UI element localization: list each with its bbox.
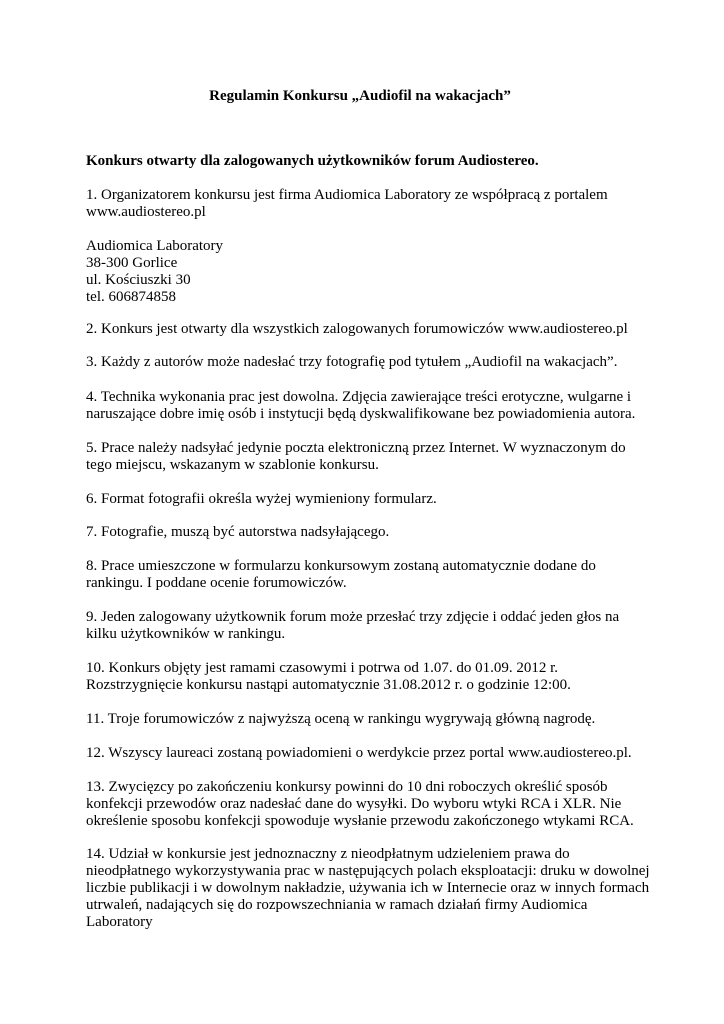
- paragraph-line: naruszające dobre imię osób i instytucji będą dyskwalifikowane bez powiadomienia autora.: [86, 406, 636, 422]
- paragraph-3: [86, 354, 617, 371]
- paragraph-line: www.audiostereo.pl: [86, 204, 206, 220]
- address-postal-city: 38-300 Gorlice: [86, 255, 178, 271]
- paragraph-11: [86, 711, 595, 728]
- paragraph-line: 9. Jeden zalogowany użytkownik forum może przesłać trzy zdjęcie i oddać jeden głos na: [86, 609, 620, 625]
- paragraph-8: [86, 558, 596, 592]
- paragraph-2: [86, 321, 628, 338]
- paragraph-line: 11. Troje forumowiczów z najwyższą oceną w rankingu wygrywają główną nagrodę.: [86, 711, 596, 727]
- document-subtitle: Konkurs otwarty dla zalogowanych użytkowników forum Audiostereo.: [86, 153, 539, 169]
- paragraph-line: 12. Wszyscy laureaci zostaną powiadomieni o werdykcie przez portal www.audiostereo.pl.: [86, 745, 632, 761]
- paragraph-10: [86, 660, 571, 694]
- paragraph-line: 5. Prace należy nadsyłać jedynie poczta elektroniczną przez Internet. W wyznaczonym do: [86, 440, 626, 456]
- paragraph-line: 1. Organizatorem konkursu jest firma Audiomica Laboratory ze współpracą z portalem: [86, 187, 608, 203]
- paragraph-6: [86, 491, 437, 508]
- paragraph-12: [86, 745, 632, 762]
- paragraph-line: tego miejscu, wskazanym w szablonie konkursu.: [86, 457, 379, 473]
- paragraph-14: [86, 846, 650, 931]
- paragraph-line: utrwaleń, nadających się do rozpowszechniania w ramach działań firmy Audiomica: [86, 897, 588, 913]
- address-street: ul. Kościuszki 30: [86, 272, 191, 288]
- paragraph-line: konfekcji przewodów oraz nadesłać dane do wysyłki. Do wyboru wtyki RCA i XLR. Nie: [86, 796, 622, 812]
- paragraph-line: Rozstrzygnięcie konkursu nastąpi automatycznie 31.08.2012 r. o godzinie 12:00.: [86, 677, 571, 693]
- paragraph-line: 6. Format fotografii określa wyżej wymieniony formularz.: [86, 491, 437, 507]
- address-company: Audiomica Laboratory: [86, 238, 224, 254]
- organizer-address: [86, 238, 223, 306]
- paragraph-line: 8. Prace umieszczone w formularzu konkursowym zostaną automatycznie dodane do: [86, 558, 596, 574]
- paragraph-1: [86, 187, 608, 221]
- paragraph-line: 10. Konkurs objęty jest ramami czasowymi i potrwa od 1.07. do 01.09. 2012 r.: [86, 660, 559, 676]
- paragraph-line: 13. Zwycięzcy po zakończeniu konkursy powinni do 10 dni roboczych określić sposób: [86, 779, 608, 795]
- paragraph-line: 3. Każdy z autorów może nadesłać trzy fotografię pod tytułem „Audiofil na wakacjach”.: [86, 354, 618, 370]
- address-phone: tel. 606874858: [86, 289, 176, 305]
- paragraph-line: 4. Technika wykonania prac jest dowolna. Zdjęcia zawierające treści erotyczne, wulgarne i: [86, 389, 632, 405]
- paragraph-line: określenie sposobu konfekcji spowoduje wysłanie przewodu zakończonego wtykami RCA.: [86, 813, 634, 829]
- paragraph-line: 2. Konkurs jest otwarty dla wszystkich zalogowanych forumowiczów www.audiostereo.pl: [86, 321, 628, 337]
- paragraph-5: [86, 440, 626, 474]
- document-title: Regulamin Konkursu „Audiofil na wakacjach”: [209, 88, 511, 104]
- paragraph-line: Laboratory: [86, 914, 153, 930]
- paragraph-line: rankingu. I poddane ocenie forumowiczów.: [86, 575, 347, 591]
- paragraph-line: 14. Udział w konkursie jest jednoznaczny z nieodpłatnym udzieleniem prawa do: [86, 846, 570, 862]
- paragraph-line: liczbie publikacji i w dowolnym nakładzie, używania ich w Internecie oraz w innych formach: [86, 880, 650, 896]
- paragraph-9: [86, 609, 619, 643]
- paragraph-7: [86, 524, 389, 541]
- paragraph-4: [86, 389, 635, 423]
- paragraph-13: [86, 779, 634, 830]
- paragraph-line: 7. Fotografie, muszą być autorstwa nadsyłającego.: [86, 524, 390, 540]
- paragraph-line: kilku użytkowników w rankingu.: [86, 626, 286, 642]
- paragraph-line: nieodpłatnego wykorzystywania prac w następujących polach eksploatacji: druku w dowolnej: [86, 863, 650, 879]
